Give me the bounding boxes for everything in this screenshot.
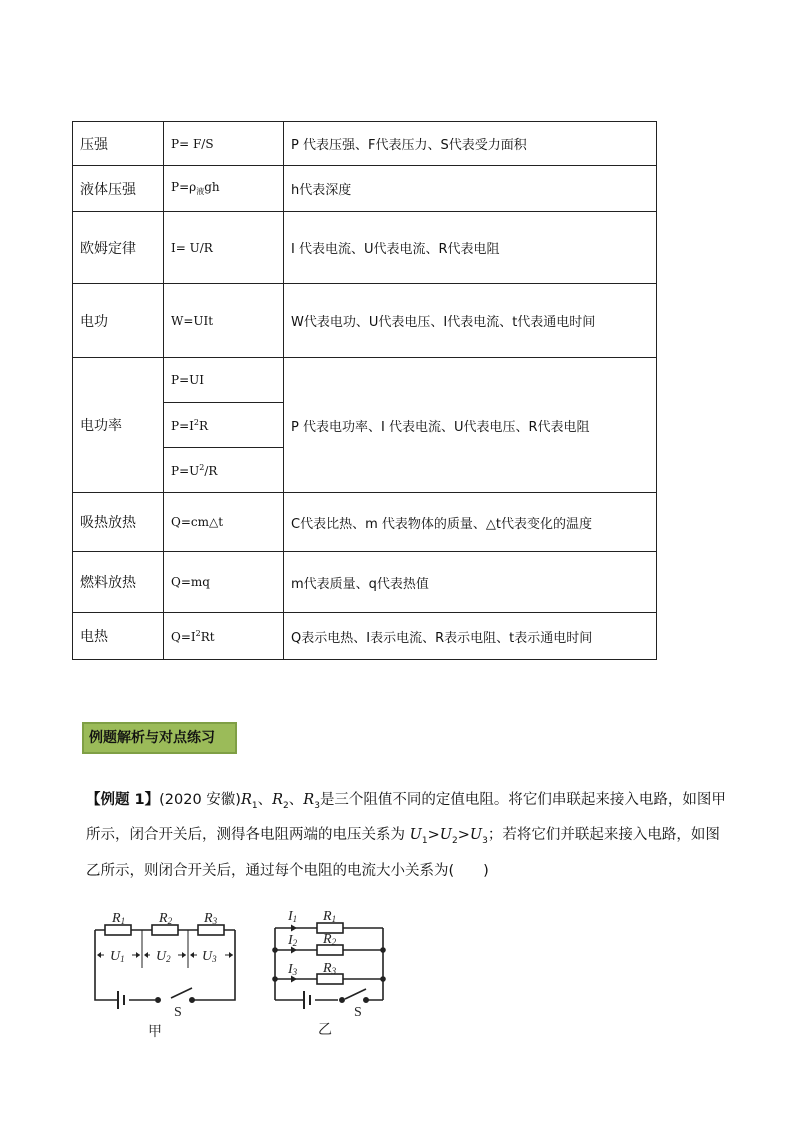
svg-text:U3: U3 [202,949,217,964]
svg-text:I1: I1 [288,909,298,924]
description-cell: I 代表电流、U代表电流、R代表电阻 [284,212,657,284]
switch-label: S [354,1005,362,1020]
resistor-r3 [198,925,224,935]
formula-cell: $Q=I^2Rt$ [164,613,284,660]
table-row [73,613,657,660]
svg-text:I3: I3 [288,962,298,977]
quantity-cell: 电热 [73,613,164,660]
formula-cell: W=UIt [164,284,284,358]
quantity-cell: 电功率 [73,358,164,493]
example-source: (2020 安徽) [159,792,241,808]
svg-text:R2: R2 [159,911,173,926]
table-row [73,212,657,284]
quantity-cell: 燃料放热 [73,552,164,613]
table-row [73,122,657,166]
svg-text:U1: U1 [110,949,125,964]
formula-cell: P= F/S [164,122,284,166]
description-cell: P 代表压强、F代表压力、S代表受力面积 [284,122,657,166]
table-row [73,552,657,613]
figure-caption: 甲 [148,1024,162,1040]
svg-text:U2: U2 [156,949,171,964]
parallel-circuit-diagram [273,909,385,1038]
series-circuit-diagram [95,911,235,1040]
svg-text:R1: R1 [323,909,337,924]
table-row [73,284,657,358]
switch-label: S [174,1005,182,1020]
svg-text:R3: R3 [323,961,337,976]
formula-cell: P=UI [164,358,284,403]
example-text-2: ；若将它们并联起来接入电路，如图乙所示，则闭合开关后，通过每个电阻的电流大小关系为( ) [86,827,720,879]
svg-text:R2: R2 [323,932,337,947]
description-cell: Q表示电热、I表示电流、R表示电阻、t表示通电时间 [284,613,657,660]
description-cell: P 代表电功率、I 代表电流、U代表电压、R代表电阻 [284,358,657,493]
table-row [73,166,657,212]
quantity-cell: 欧姆定律 [73,212,164,284]
example-text-1: 是三个阻值不同的定值电阻。将它们串联起来接入电路，如图甲所示，闭合开关后，测得各电阻两端的电压关系为 [86,792,726,844]
battery-icon [304,991,310,1009]
section-heading: 例题解析与对点练习 [82,722,237,754]
table-row [73,493,657,552]
description-cell: C代表比热、m 代表物体的质量、△t代表变化的温度 [284,493,657,552]
svg-text:I2: I2 [288,933,298,948]
formula-cell: $P=\rho_液gh$ [164,166,284,212]
resistor-r2 [152,925,178,935]
quantity-cell: 压强 [73,122,164,166]
quantity-cell: 液体压强 [73,166,164,212]
formula-cell: I= U/R [164,212,284,284]
example-tag: 【例题 1】 [86,792,160,808]
battery-icon [118,991,124,1009]
description-cell: W代表电功、U代表电压、I代表电流、t代表通电时间 [284,284,657,358]
quantity-cell: 吸热放热 [73,493,164,552]
example-question: 【例题 1】(2020 安徽)$R_1$、$R_2$、$R_3$是三个阻值不同的定值电阻。将它们串联起来接入电路，如图甲所示，闭合开关后，测得各电阻两端的电压关系为 $U_1>U_2>U_3$；若将它们并联起来接入电路，如图乙所示，则闭合开关后，通过每个电阻的电流大小关系为( ) [86,792,726,879]
formula-cell: Q=cm△t [164,493,284,552]
table-row [73,358,657,403]
formula-cell: $P=U^2/R$ [164,448,284,493]
formula-table [72,121,657,660]
description-cell: h代表深度 [284,166,657,212]
quantity-cell: 电功 [73,284,164,358]
formula-cell: $P=I^2R$ [164,403,284,448]
figure-caption: 乙 [318,1022,332,1038]
resistor-r1 [105,925,131,935]
formula-cell: Q=mq [164,552,284,613]
svg-text:R1: R1 [112,911,126,926]
svg-text:R3: R3 [204,911,218,926]
circuit-figures [0,880,794,1060]
description-cell: m代表质量、q代表热值 [284,552,657,613]
